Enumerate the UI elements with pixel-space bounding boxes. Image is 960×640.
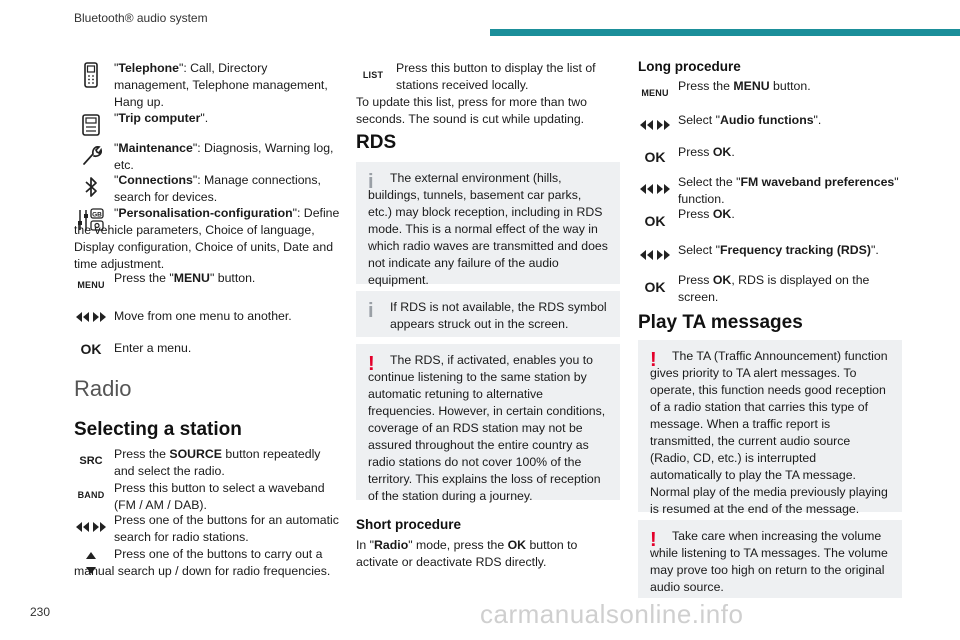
- warning-box-rds: [356, 344, 620, 503]
- band-button-icon: BAND: [77, 489, 105, 500]
- menu-button-text: Press the "MENU" button.: [114, 271, 256, 285]
- ok-button-icon: OK: [644, 278, 666, 295]
- step-frequency-tracking-text: Select "Frequency tracking (RDS)".: [678, 243, 879, 257]
- phone-icon: [74, 60, 108, 90]
- left-right-arrows-icon: [638, 110, 672, 140]
- step-fm-preferences-text: Select the "FM waveband preferences" function.: [678, 175, 899, 206]
- warning-box-ta: [638, 340, 902, 516]
- warning-icon: !: [368, 353, 375, 375]
- list-button-icon: LIST: [362, 69, 384, 80]
- band-text: Press this button to select a waveband (FM / AM / DAB).: [114, 481, 325, 512]
- ok-button-icon: OK: [80, 340, 102, 357]
- warning-text-ta: The TA (Traffic Announcement) function gives priority to TA alert messages. To operate, this function needs good reception of a radio station that carries this type of message. When a traffic report is transmitted, the current audio source (Radio, CD, etc.) is interrupted automatically to play the TA message. Normal play of the media previously playing is resumed at the end of the message.: [650, 349, 888, 516]
- bluetooth-icon: [74, 172, 108, 202]
- header-accent-bar: [490, 29, 960, 36]
- source-button-icon: SRC: [79, 454, 103, 467]
- source-text: Press the SOURCE button repeatedly and select the radio.: [114, 447, 321, 478]
- connections-text: "Connections": Manage connections, search for devices.: [114, 173, 321, 204]
- telephone-text: "Telephone": Call, Directory management, Telephone management, Hang up.: [114, 61, 328, 109]
- play-ta-heading: Play TA messages: [638, 312, 803, 333]
- info-text-environment: The external environment (hills, buildings, tunnels, basement car parks, etc.) may block reception, including in RDS mode. This is a normal effect of the way in which radio waves are transmitted and does not indicate any failure of the audio equipment.: [368, 171, 608, 287]
- menu-button-icon: MENU: [77, 279, 105, 290]
- auto-search-text: Press one of the buttons for an automatic search for radio stations.: [114, 513, 339, 544]
- manual-search-text: Press one of the buttons to carry out a manual search up / down for radio frequencies.: [74, 547, 331, 578]
- update-text: To update this list, press for more than two seconds. The sound is cut while updating.: [356, 95, 588, 126]
- info-box-rds-unavailable: [356, 291, 620, 337]
- warning-icon: !: [650, 529, 657, 551]
- ok-button-icon: OK: [644, 148, 666, 165]
- svg-text:GB: GB: [92, 211, 102, 219]
- maintenance-text: "Maintenance": Diagnosis, Warning log, etc.: [114, 141, 334, 172]
- left-right-arrows-icon: [74, 512, 108, 542]
- short-procedure-heading: Short procedure: [356, 517, 462, 532]
- wrench-icon: [74, 140, 108, 170]
- enter-text: Enter a menu.: [114, 341, 192, 355]
- info-box-environment: [356, 162, 620, 287]
- step-ok-2-text: Press OK.: [678, 207, 735, 221]
- warning-box-volume: [638, 520, 902, 598]
- short-procedure-text: In "Radio" mode, press the OK button to activate or deactivate RDS directly.: [356, 538, 578, 569]
- step-audio-functions-text: Select "Audio functions".: [678, 113, 822, 127]
- selecting-station-heading: Selecting a station: [74, 419, 242, 440]
- trip-computer-text: "Trip computer".: [114, 111, 209, 125]
- left-right-arrows-icon: [74, 302, 108, 332]
- trip-computer-icon: [74, 110, 108, 140]
- warning-text-volume: Take care when increasing the volume while listening to TA messages. The volume may prove too high on return to the original audio source.: [650, 529, 888, 594]
- ok-button-icon: OK: [644, 212, 666, 229]
- list-text: Press this button to display the list of stations received locally.: [396, 61, 596, 92]
- rds-heading: RDS: [356, 132, 397, 153]
- watermark: carmanualsonline.info: [480, 599, 744, 629]
- page-number: 230: [30, 605, 51, 619]
- move-text: Move from one menu to another.: [114, 309, 292, 323]
- menu-button-icon: MENU: [641, 87, 669, 98]
- step-menu-text: Press the MENU button.: [678, 79, 811, 93]
- info-icon: i: [368, 300, 374, 322]
- left-right-arrows-icon: [638, 174, 672, 204]
- warning-text-rds: The RDS, if activated, enables you to continue listening to the same station by automatic retuning to alternative frequencies. However, in certain conditions, coverage of an RDS station may not be assured throughout the entire country as radio stations do not cover 100% of the territory. This explains the loss of reception of the station during a journey.: [368, 353, 606, 503]
- radio-heading: Radio: [74, 376, 132, 401]
- left-right-arrows-icon: [638, 240, 672, 270]
- long-procedure-heading: Long procedure: [638, 59, 741, 74]
- info-text-rds-unavailable: If RDS is not available, the RDS symbol appears struck out in the screen.: [390, 300, 607, 331]
- personalisation-paragraph: "Personalisation-configuration": Define the vehicle parameters, Choice of language, Display configuration, Choice of units, Date and time adjustment.: [74, 206, 340, 271]
- warning-icon: !: [650, 349, 657, 371]
- step-ok-3-text: Press OK, RDS is displayed on the screen.: [678, 273, 870, 304]
- info-icon: i: [368, 171, 374, 193]
- step-ok-1-text: Press OK.: [678, 145, 735, 159]
- running-header: Bluetooth® audio system: [74, 11, 208, 25]
